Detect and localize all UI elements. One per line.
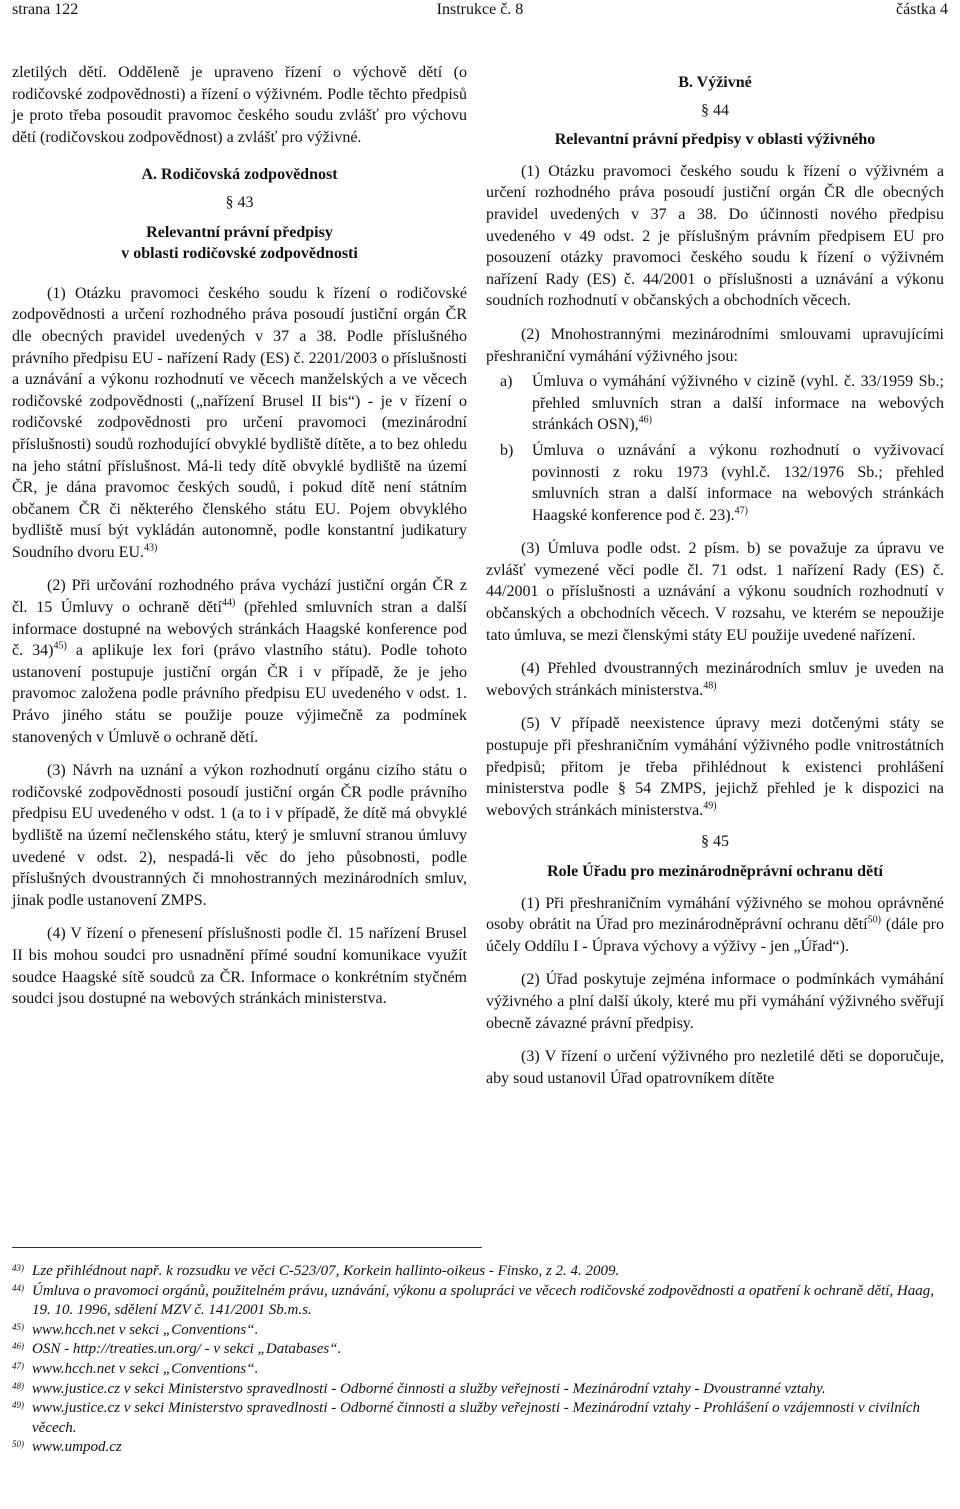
footnote-ref-49[interactable]: 49)	[703, 800, 717, 812]
footnote-number: 46)	[12, 1341, 24, 1352]
footnote-text: www.umpod.cz	[32, 1439, 122, 1456]
footnote-47	[12, 1360, 952, 1380]
footnote-ref-48[interactable]: 48)	[703, 680, 717, 692]
paragraph-44-1: (1) Otázku pravomoci českého soudu k řízení o výživném a určení rozhodného práva posoudí justiční orgán ČR dle obecných pravidel uvedených v 37 a 38. Do účinnosti nového předpisu uvedeného v 49 odst. 2 je příslušným právním předpisem EU pro posouzení otázky pravomoci českého soudu k řízení o výživném nařízení Rady (ES) č. 44/2001 o příslušnosti a uznávání a výkonu soudních rozhodnutí v občanských a obchodních věcech.	[486, 162, 944, 310]
issue-part: částka 4	[896, 1, 948, 18]
footnote-ref-43[interactable]: 43)	[144, 542, 158, 554]
footnote-ref-47[interactable]: 47)	[734, 505, 748, 517]
list-item	[486, 371, 944, 436]
section-title-b: B. Výživné	[678, 74, 752, 91]
paragraph-heading-43-line1: Relevantní právní předpisy	[146, 223, 333, 241]
footnote-number: 49)	[12, 1400, 24, 1411]
footnote-ref-45[interactable]: 45)	[53, 640, 67, 652]
treaty-list	[486, 371, 944, 526]
paragraph-45-1-text-b: (dále pro účely Oddílu I - Úprava výchovy a výživy - jen „Úřad“).	[486, 916, 944, 955]
footnote-number: 50)	[12, 1439, 24, 1450]
paragraph-43-1	[12, 283, 467, 564]
paragraph-number-44: § 44	[701, 101, 729, 119]
paragraph-43-2-text-b: (přehled smluvních stran a další informace dostupné na webových stránkách Haagské konference pod č. 34)	[12, 599, 467, 660]
footnote-ref-46[interactable]: 46)	[638, 414, 652, 426]
footnote-text: OSN - http://treaties.un.org/ - v sekci „Databases“.	[32, 1341, 342, 1358]
paragraph-44-2: (2) Mnohostrannými mezinárodními smlouvami upravujícími přeshraniční vymáhání výživného jsou:	[486, 325, 944, 365]
footnote-number: 47)	[12, 1360, 24, 1371]
paragraph-43-1-text: (1) Otázku pravomoci českého soudu k řízení o rodičovské zodpovědnosti a určení rozhodného práva posoudí justiční orgán ČR dle obecných pravidel uvedených v 37 a 38. Podle příslušného právního předpisu EU - nařízení Rady (ES) č. 2201/2003 o příslušnosti a uznávání a výkonu rozhodnutí ve věcech manželských a ve věcech rodičovské zodpovědnosti („nařízení Brusel II bis“) - je v řízení o rodičovské zodpovědnosti pro určení pravomoci (mezinárodní příslušnosti) soudů rozhodující obvyklé bydliště dítěte, a to bez ohledu na jeho státní příslušnost. Má-li tedy dítě obvyklé bydliště na území ČR, je dána pravomoc českých soudů, i pokud dítě není státním občanem ČR či některého členského státu EU. Pojem obvyklého bydliště musí být vykládán autonomně, podle konstantní judikatury Soudního dvoru EU.	[12, 284, 467, 561]
document-title: Instrukce č. 8	[436, 1, 524, 18]
footnote-text: www.hcch.net v sekci „Conventions“.	[32, 1360, 259, 1377]
footnote-text: Lze přihlédnout např. k rozsudku ve věci C-523/07, Korkein hallinto-oikeus - Finsko, z 2. 4. 2009.	[32, 1263, 620, 1279]
paragraph-45-3: (3) V řízení o určení výživného pro nezletilé děti se doporučuje, aby soud ustanovil Úřad opatrovníkem dítěte	[486, 1048, 944, 1087]
footnote-number: 44)	[12, 1282, 24, 1293]
footnote-ref-44[interactable]: 44)	[221, 597, 236, 609]
paragraph-45-2: (2) Úřad poskytuje zejména informace o podmínkách vymáhání výživného a plní další úkoly, které mu při vymáhání výživného svěřují obecně závazné právní předpisy.	[486, 971, 944, 1032]
paragraph-heading-44: Relevantní právní předpisy v oblasti výživného	[554, 131, 876, 149]
paragraph-43-2	[12, 575, 467, 748]
left-column	[12, 62, 467, 1010]
footnote-divider	[12, 1247, 482, 1248]
footnote-45	[12, 1321, 952, 1341]
footnote-44	[12, 1282, 952, 1321]
footnote-48	[12, 1380, 952, 1400]
intro-text: zletilých dětí. Odděleně je upraveno řízení o výchově dětí (o rodičovské zodpovědnosti) a řízení o výživném. Podle těchto předpisů je proto třeba posoudit pravomoc českého soudu zvlášť pro výchovu dětí (rodičovskou zodpovědnost) a zvlášť pro výživné.	[12, 64, 467, 146]
footnote-46	[12, 1340, 952, 1360]
paragraph-45-1-text-a: (1) Při přeshraničním vymáhání výživného se mohou oprávněné osoby obrátit na Úřad pro mezinárodněprávní ochranu dětí	[486, 894, 944, 934]
footnote-43	[12, 1262, 952, 1282]
section-title-a: A. Rodičovská zodpovědnost	[141, 166, 338, 184]
paragraph-44-4	[486, 658, 944, 701]
footnote-text: Úmluva o pravomoci orgánů, použitelném právu, uznávání, výkonu a spolupráci ve věcech rodičovské zodpovědnosti a opatření k ochraně dětí, Haag, 19. 10. 1996, sdělení MZV č. 141/2001 Sb.m.s.	[32, 1282, 935, 1319]
paragraph-45-1	[486, 893, 944, 958]
footnote-number: 43)	[12, 1263, 24, 1273]
paragraph-number-45: § 45	[701, 833, 729, 851]
paragraph-heading-45: Role Úřadu pro mezinárodněprávní ochranu dětí	[547, 863, 883, 880]
paragraph-44-3: (3) Úmluva podle odst. 2 písm. b) se považuje za úpravu ve zvlášť vymezené věci podle čl. 71 odst. 1 nařízení Rady (ES) č. 44/2001 o příslušnosti a uznávání a výkonu soudních rozhodnutí v občanských a obchodních věcech. V rozsahu, ve kterém se nepoužije tato úmluva, se mezi členskými státy EU použije uvedené nařízení.	[486, 540, 944, 644]
right-column	[486, 62, 944, 1089]
page-number: strana 122	[12, 1, 79, 18]
paragraph-43-3: (3) Návrh na uznání a výkon rozhodnutí orgánu cizího státu o rodičovské zodpovědnosti posoudí justiční orgán ČR podle právního předpisu EU uvedeného v odst. 1 (a to i v případě, že dítě má obvyklé bydliště na území nečlenského státu, který je smluvní stranou úmluvy uvedené v odst. 2), nespadá-li věc do jeho působnosti, podle příslušných dvoustranných či mnohostranných mezinárodních smluv, jinak podle ustanovení ZMPS.	[12, 762, 467, 909]
footnote-50	[12, 1438, 952, 1458]
footnote-text: www.hcch.net v sekci „Conventions“.	[32, 1321, 259, 1338]
paragraph-heading-43-line2: v oblasti rodičovské zodpovědnosti	[121, 245, 358, 263]
list-item-label: b)	[500, 441, 514, 459]
footnote-number: 45)	[12, 1321, 24, 1332]
paragraph-44-5	[486, 713, 944, 821]
list-item-text: Úmluva o vymáhání výživného v cizině (vyhl. č. 33/1959 Sb.; přehled smluvních stran a další informace na webových stránkách OSN),	[532, 373, 944, 434]
paragraph-43-2-text-a: (2) Při určování rozhodného práva vychází justiční orgán ČR z čl. 15 Úmluvy o ochraně dětí	[12, 577, 467, 617]
paragraph-44-5-text: (5) V případě neexistence úpravy mezi dotčenými státy se postupuje při přeshraničním vymáhání výživného podle vnitrostátních předpisů; přitom je třeba přihlédnout k existenci prohlášení ministerstva podle § 54 ZMPS, jejichž přehled je k dispozici na webových stránkách ministerstva.	[486, 715, 944, 819]
paragraph-44-4-text: (4) Přehled dvoustranných mezinárodních smluv je uveden na webových stránkách ministerstva.	[486, 660, 944, 699]
footnote-ref-50[interactable]: 50)	[867, 914, 881, 926]
footnote-49	[12, 1399, 952, 1438]
list-item	[486, 440, 944, 526]
footnote-number: 48)	[12, 1380, 24, 1391]
paragraph-43-4: (4) V řízení o přenesení příslušnosti podle čl. 15 nařízení Brusel II bis mohou soudci pro usnadnění přímé soudní komunikace využít soudce Haagské sítě soudců za ČR. Informace o konkrétním styčném soudci jsou dostupné na webových stránkách ministerstva.	[12, 925, 467, 1008]
paragraph-number-43: § 43	[225, 193, 254, 211]
footnote-text: www.justice.cz v sekci Ministerstvo spravedlnosti - Odborné činnosti a služby veřejnosti - Mezinárodní vztahy - Prohlášení o vzájemnosti v civilních věcech.	[32, 1400, 921, 1436]
paragraph-number-44-value: 44	[713, 101, 729, 119]
page-header	[8, 0, 952, 24]
footnotes	[12, 1247, 952, 1458]
list-item-text: Úmluva o uznávání a výkonu rozhodnutí o vyživovací povinnosti z roku 1973 (vyhl.č. 132/1976 Sb.; přehled smluvních stran a další informace na webových stránkách Haagské konference pod č. 23).	[532, 441, 944, 524]
list-item-label: a)	[500, 373, 513, 391]
paragraph-43-2-text-c: a aplikuje lex fori (právo vlastního státu). Podle tohoto ustanovení postupuje justiční orgán ČR i v případě, že je jeho pravomoc založena podle právního předpisu EU uvedeného v odst. 1. Právo jiného státu se použije pouze výjimečně za podmínek stanovených v Úmluvě o ochraně dětí.	[12, 642, 467, 746]
footnote-text: www.justice.cz v sekci Ministerstvo spravedlnosti - Odborné činnosti a služby veřejnosti - Mezinárodní vztahy - Dvoustranné vztahy.	[32, 1380, 826, 1397]
